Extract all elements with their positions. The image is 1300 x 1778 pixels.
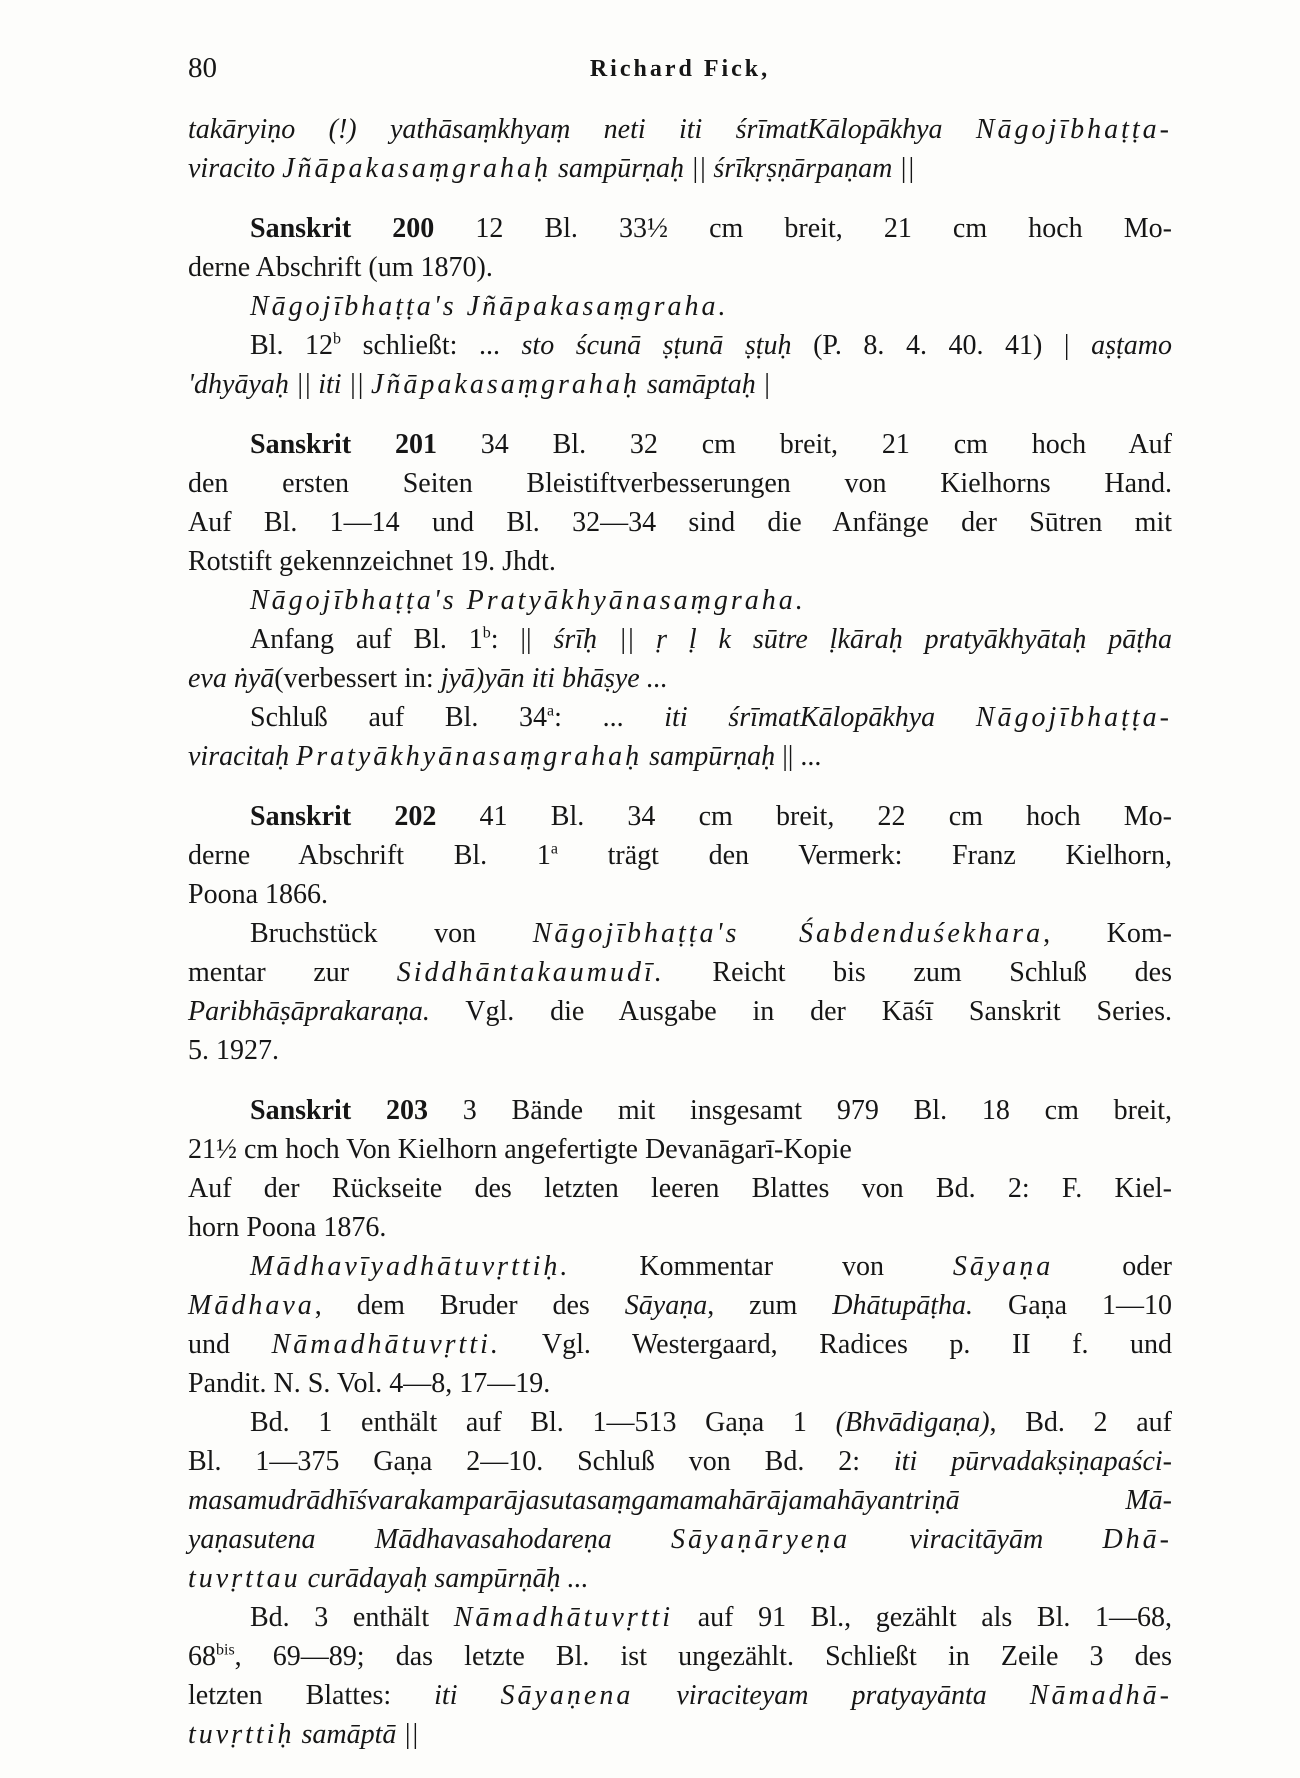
text-segment: , 69—89; das letzte Bl. ist ungezählt. Schließt in Zeile 3 des bbox=[234, 1641, 1172, 1672]
text-segment: 3 Bände mit insgesamt 979 Bl. 18 cm breit, bbox=[427, 1095, 1172, 1126]
text-segment: derne Abschrift (um 1870). bbox=[188, 252, 493, 283]
text-segment: yaṇasutena Mādhavasahodareṇa bbox=[188, 1524, 671, 1555]
text-segment: Nāgojībhaṭṭa's Jñāpakasaṃgraha. bbox=[250, 291, 729, 322]
text-segment: Nāgojībhaṭṭa- bbox=[975, 114, 1172, 145]
entry-heading: Sanskrit 203 bbox=[250, 1095, 428, 1126]
superscript: b bbox=[482, 624, 491, 642]
text-segment: Schluß auf Bl. 34 bbox=[250, 702, 548, 733]
text-segment: Gaṇa 1—10 bbox=[973, 1290, 1172, 1321]
text-segment: curādayaḥ sampūrṇāḥ ... bbox=[300, 1563, 589, 1594]
text-segment: Dhā- bbox=[1102, 1524, 1172, 1555]
text-segment: 'dhyāyaḥ || iti || bbox=[188, 369, 371, 400]
text-segment: Paribhāṣāprakaraṇa. bbox=[188, 996, 430, 1027]
text-segment: Pratyākhyānasaṃgrahaḥ bbox=[296, 741, 643, 772]
text-segment: : ... bbox=[554, 702, 665, 733]
text-line bbox=[188, 1169, 1172, 1208]
text-line bbox=[188, 1481, 1172, 1520]
text-line bbox=[188, 287, 1172, 326]
text-segment: horn Poona 1876. bbox=[188, 1212, 387, 1243]
text-segment: Nāgojībhaṭṭa- bbox=[975, 702, 1172, 733]
entry-heading: Sanskrit 200 bbox=[250, 213, 435, 244]
text-segment: Bd. 1 enthält auf Bl. 1—513 Gaṇa 1 bbox=[250, 1407, 836, 1438]
text-segment: jyā)yān iti bhāṣye ... bbox=[440, 663, 668, 694]
text-segment: oder bbox=[1053, 1251, 1172, 1282]
text-line bbox=[188, 797, 1172, 836]
text-segment: sampūrṇaḥ || śrīkṛṣṇārpaṇam || bbox=[550, 153, 915, 184]
superscript: a bbox=[550, 840, 558, 858]
text-line bbox=[188, 914, 1172, 953]
text-segment: 12 Bl. 33½ cm breit, 21 cm hoch Mo- bbox=[434, 213, 1172, 244]
text-line bbox=[188, 1247, 1172, 1286]
text-line bbox=[188, 581, 1172, 620]
text-segment: Vgl. die Ausgabe in der Kāśī Sanskrit Series. bbox=[429, 996, 1172, 1027]
text-segment: viracitāyām bbox=[850, 1524, 1103, 1555]
text-segment: 21½ cm hoch Von Kielhorn angefertigte Devanāgarī-Kopie bbox=[188, 1134, 852, 1165]
text-segment: Siddhāntakaumudī. bbox=[396, 957, 665, 988]
text-segment: Sāyaṇena bbox=[500, 1680, 634, 1711]
text-segment: Nāgojībhaṭṭa's Pratyākhyānasaṃgraha. bbox=[250, 585, 806, 616]
text-line bbox=[188, 542, 1172, 581]
text-segment: sto ścunā ṣṭunā ṣṭuḥ bbox=[521, 330, 792, 361]
text-line bbox=[188, 503, 1172, 542]
text-line bbox=[188, 326, 1172, 365]
text-segment: iti śrīmatKālopākhya bbox=[664, 702, 976, 733]
text-segment: , zum bbox=[707, 1290, 833, 1321]
text-segment: schließt: ... bbox=[341, 330, 522, 361]
text-line bbox=[188, 620, 1172, 659]
text-line bbox=[188, 1598, 1172, 1637]
text-segment: Sāyaṇa bbox=[624, 1290, 708, 1321]
text-segment: : || bbox=[490, 624, 554, 655]
text-segment: derne Abschrift Bl. 1 bbox=[188, 840, 551, 871]
text-segment: und bbox=[188, 1329, 272, 1360]
text-segment: Bruchstück von bbox=[250, 918, 533, 949]
text-segment: mentar zur bbox=[188, 957, 397, 988]
text-line bbox=[188, 836, 1172, 875]
text-line bbox=[188, 1325, 1172, 1364]
superscript: bis bbox=[216, 1641, 235, 1659]
text-line bbox=[188, 1031, 1172, 1070]
text-segment: Nāgojībhaṭṭa's Śabdenduśekhara bbox=[532, 918, 1044, 949]
text-segment: Kommentar von bbox=[570, 1251, 953, 1282]
text-segment: Mādhavīyadhātuvṛttiḥ. bbox=[250, 1251, 571, 1282]
text-line bbox=[188, 1403, 1172, 1442]
paragraph-gap bbox=[188, 188, 1172, 209]
text-line bbox=[188, 464, 1172, 503]
text-line bbox=[188, 1715, 1172, 1754]
text-line bbox=[188, 1676, 1172, 1715]
text-segment: 34 Bl. 32 cm breit, 21 cm hoch Auf bbox=[436, 429, 1172, 460]
text-line bbox=[188, 110, 1172, 149]
text-segment: , dem Bruder des bbox=[314, 1290, 625, 1321]
text-line bbox=[188, 1286, 1172, 1325]
text-line bbox=[188, 1637, 1172, 1676]
text-segment: Nāmadhātuvṛtti. bbox=[271, 1329, 501, 1360]
text-segment: eva ṅyā bbox=[188, 663, 275, 694]
text-segment: sampūrṇaḥ bbox=[642, 741, 776, 772]
text-line bbox=[188, 149, 1172, 188]
text-segment: Poona 1866. bbox=[188, 879, 328, 910]
text-line bbox=[188, 1559, 1172, 1598]
text-segment: (Bhvādigaṇa) bbox=[835, 1407, 990, 1438]
text-segment: (P. 8. 4. 40. 41) | bbox=[791, 330, 1092, 361]
paragraph-gap bbox=[188, 1070, 1172, 1091]
text-segment: Rotstift gekennzeichnet 19. Jhdt. bbox=[188, 546, 556, 577]
text-segment: Nāmadhā- bbox=[1029, 1680, 1172, 1711]
text-line bbox=[188, 992, 1172, 1031]
text-segment: trägt den Vermerk: Franz Kielhorn, bbox=[557, 840, 1173, 871]
page-header bbox=[188, 52, 1172, 92]
text-segment: viracitaḥ bbox=[188, 741, 297, 772]
text-segment: tuvṛttau bbox=[188, 1563, 301, 1594]
text-segment: Bd. 3 enthält bbox=[250, 1602, 454, 1633]
text-line bbox=[188, 1442, 1172, 1481]
page-number: 80 bbox=[188, 52, 217, 84]
text-segment: 68 bbox=[188, 1641, 216, 1672]
text-segment: masamudrādhīśvarakamparājasutasaṃgamamahārājamahāyantriṇā Mā- bbox=[188, 1485, 1172, 1516]
text-segment: Bl. 12 bbox=[250, 330, 334, 361]
text-line bbox=[188, 425, 1172, 464]
catalog-body-text bbox=[188, 110, 1172, 1754]
paragraph-gap bbox=[188, 776, 1172, 797]
superscript: b bbox=[333, 330, 342, 348]
text-segment: Vgl. Westergaard, Radices p. II f. und bbox=[500, 1329, 1173, 1360]
text-segment: tuvṛttiḥ bbox=[188, 1719, 295, 1750]
text-line bbox=[188, 953, 1172, 992]
entry-heading: Sanskrit 201 bbox=[250, 429, 437, 460]
text-segment: , Kom- bbox=[1043, 918, 1172, 949]
text-line bbox=[188, 659, 1172, 698]
text-segment: (verbessert in: bbox=[274, 663, 441, 694]
text-segment: , Bd. 2 auf bbox=[989, 1407, 1172, 1438]
text-segment: Mādhava bbox=[188, 1290, 315, 1321]
text-line bbox=[188, 1208, 1172, 1247]
text-segment: Nāmadhātuvṛtti bbox=[453, 1602, 674, 1633]
text-line bbox=[188, 1091, 1172, 1130]
text-line bbox=[188, 1520, 1172, 1559]
text-segment: Reicht bis zum Schluß des bbox=[664, 957, 1173, 988]
text-segment: Jñāpakasaṃgrahaḥ bbox=[370, 369, 640, 400]
text-segment: 41 Bl. 34 cm breit, 22 cm hoch Mo- bbox=[436, 801, 1173, 832]
text-segment: letzten Blattes: bbox=[188, 1680, 435, 1711]
text-segment: śrīḥ || ṛ ḷ k sūtre ḷkāraḥ pratyākhyātaḥ pāṭha bbox=[553, 624, 1173, 655]
text-segment: || ... bbox=[775, 741, 822, 772]
text-segment: auf 91 Bl., gezählt als Bl. 1—68, bbox=[673, 1602, 1173, 1633]
text-segment: aṣṭamo bbox=[1091, 330, 1172, 361]
text-line bbox=[188, 875, 1172, 914]
text-segment: samāptā || bbox=[294, 1719, 419, 1750]
text-line bbox=[188, 248, 1172, 287]
text-segment: Dhātupāṭha. bbox=[832, 1290, 974, 1321]
text-segment: viracito bbox=[188, 153, 283, 184]
text-segment: viraciteyam pratyayānta bbox=[633, 1680, 1030, 1711]
text-segment: Sāyaṇāryeṇa bbox=[671, 1524, 851, 1555]
text-line bbox=[188, 209, 1172, 248]
text-line bbox=[188, 1130, 1172, 1169]
superscript: a bbox=[547, 702, 555, 720]
text-segment: Pandit. N. S. Vol. 4—8, 17—19. bbox=[188, 1368, 551, 1399]
text-segment: 5. 1927. bbox=[188, 1035, 279, 1066]
text-segment: Bl. 1—375 Gaṇa 2—10. Schluß von Bd. 2: bbox=[188, 1446, 894, 1477]
text-segment: Auf der Rückseite des letzten leeren Blattes von Bd. 2: F. Kiel- bbox=[188, 1173, 1172, 1204]
text-segment: Auf Bl. 1—14 und Bl. 32—34 sind die Anfänge der Sūtren mit bbox=[188, 507, 1172, 538]
entry-heading: Sanskrit 202 bbox=[250, 801, 437, 832]
text-segment: iti bbox=[434, 1680, 501, 1711]
paragraph-gap bbox=[188, 404, 1172, 425]
text-segment: den ersten Seiten Bleistiftverbesserungen von Kielhorns Hand. bbox=[188, 468, 1172, 499]
text-line bbox=[188, 737, 1172, 776]
text-segment: Sāyaṇa bbox=[952, 1251, 1054, 1282]
text-segment: Anfang auf Bl. 1 bbox=[250, 624, 483, 655]
running-head: Richard Fick, bbox=[589, 56, 771, 82]
text-segment: takāryiṇo (!) yathāsaṃkhyaṃ neti iti śrīmatKālopākhya bbox=[188, 114, 976, 145]
text-segment: iti pūrvadakṣiṇapaści- bbox=[893, 1446, 1172, 1477]
text-segment: samāptaḥ | bbox=[639, 369, 771, 400]
text-segment: Jñāpakasaṃgrahaḥ bbox=[282, 153, 551, 184]
text-line bbox=[188, 698, 1172, 737]
text-line bbox=[188, 1364, 1172, 1403]
text-line bbox=[188, 365, 1172, 404]
